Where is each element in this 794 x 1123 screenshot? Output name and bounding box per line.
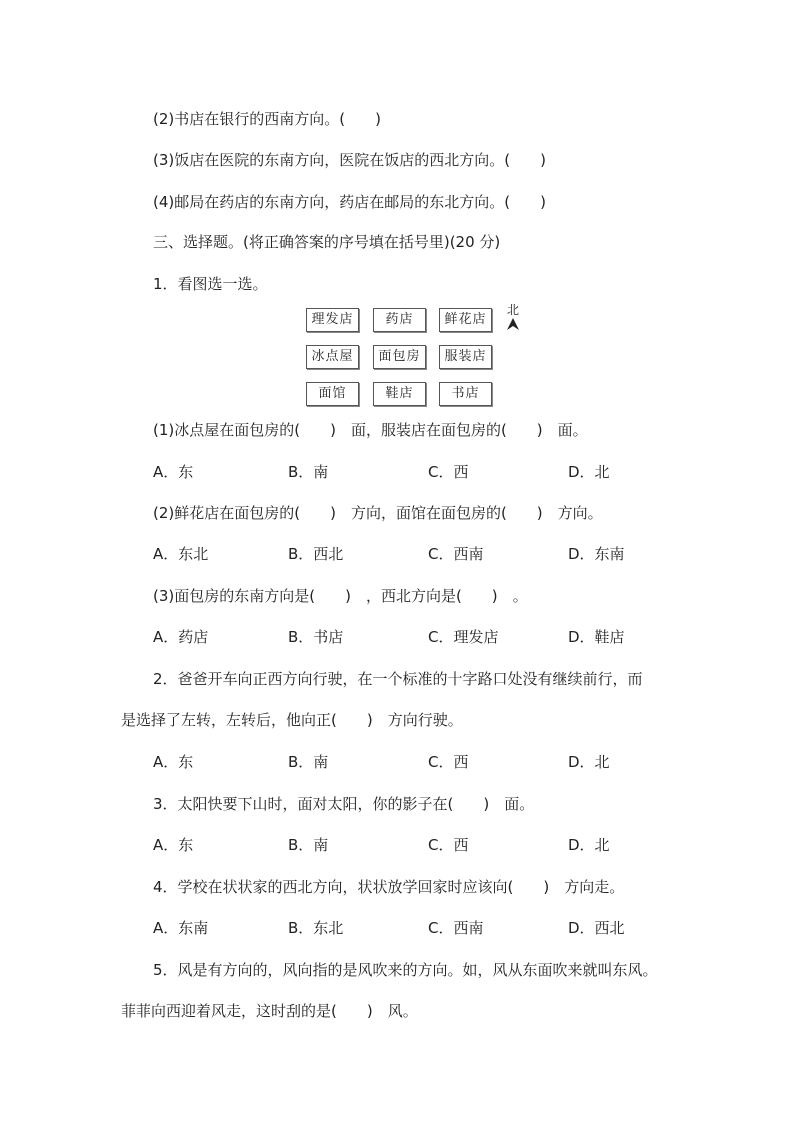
- judgement-item-2: (2)书店在银行的西南方向。( ): [153, 110, 381, 128]
- question-2-line-1: 2．爸爸开车向正西方向行驶，在一个标准的十字路口处没有继续前行，而: [153, 670, 643, 688]
- question-1-title: 1．看图选一选。: [153, 275, 268, 293]
- option-b: B．南: [288, 836, 329, 854]
- shop-pharmacy: 药店: [373, 308, 426, 332]
- option-b: B．东北: [288, 919, 344, 937]
- shop-noodle: 面馆: [306, 382, 359, 406]
- option-c: C．西: [428, 753, 469, 771]
- option-d: D．西北: [568, 919, 625, 937]
- option-d: D．鞋店: [568, 628, 625, 646]
- judgement-item-4: (4)邮局在药店的东南方向，药店在邮局的东北方向。( ): [153, 193, 546, 211]
- option-c: C．西: [428, 463, 469, 481]
- option-a: A．东: [153, 836, 194, 854]
- question-3: 3．太阳快要下山时，面对太阳，你的影子在( ) 面。: [153, 795, 535, 813]
- option-b: B．书店: [288, 628, 344, 646]
- option-d: D．北: [568, 463, 610, 481]
- north-arrow-icon: [506, 318, 520, 330]
- option-c: C．西南: [428, 545, 484, 563]
- question-5-line-2: 菲菲向西迎着风走，这时刮的是( ) 风。: [121, 1002, 418, 1020]
- option-b: B．南: [288, 753, 329, 771]
- option-c: C．理发店: [428, 628, 499, 646]
- shop-icehouse: 冰点屋: [306, 345, 359, 369]
- question-1-sub-2: (2)鲜花店在面包房的( ) 方向，面馆在面包房的( ) 方向。: [153, 504, 603, 522]
- option-a: A．东南: [153, 919, 209, 937]
- option-a: A．东: [153, 463, 194, 481]
- question-4: 4．学校在状状家的西北方向，状状放学回家时应该向( ) 方向走。: [153, 878, 625, 896]
- question-1-sub-3: (3)面包房的东南方向是( ) ，西北方向是( ) 。: [153, 587, 528, 605]
- option-d: D．北: [568, 836, 610, 854]
- shop-florist: 鲜花店: [439, 308, 492, 332]
- question-5-line-1: 5．风是有方向的，风向指的是风吹来的方向。如，风从东面吹来就叫东风。: [153, 961, 658, 979]
- option-d: D．北: [568, 753, 610, 771]
- shop-bakery: 面包房: [373, 345, 426, 369]
- option-a: A．药店: [153, 628, 209, 646]
- shop-shoes: 鞋店: [373, 382, 426, 406]
- option-c: C．西: [428, 836, 469, 854]
- question-1-sub-1: (1)冰点屋在面包房的( ) 面，服装店在面包房的( ) 面。: [153, 421, 588, 439]
- shop-bookstore: 书店: [439, 382, 492, 406]
- question-2-line-2: 是选择了左转，左转后，他向正( ) 方向行驶。: [121, 711, 463, 729]
- judgement-item-3: (3)饭店在医院的东南方向，医院在饭店的西北方向。( ): [153, 151, 546, 169]
- shop-barber: 理发店: [306, 308, 359, 332]
- option-d: D．东南: [568, 545, 625, 563]
- shop-clothing: 服装店: [439, 345, 492, 369]
- north-label: 北: [507, 303, 520, 317]
- option-c: C．西南: [428, 919, 484, 937]
- option-b: B．南: [288, 463, 329, 481]
- option-a: A．东: [153, 753, 194, 771]
- option-b: B．西北: [288, 545, 344, 563]
- section-heading-choice: 三、选择题。(将正确答案的序号填在括号里)(20 分): [153, 233, 501, 251]
- option-a: A．东北: [153, 545, 209, 563]
